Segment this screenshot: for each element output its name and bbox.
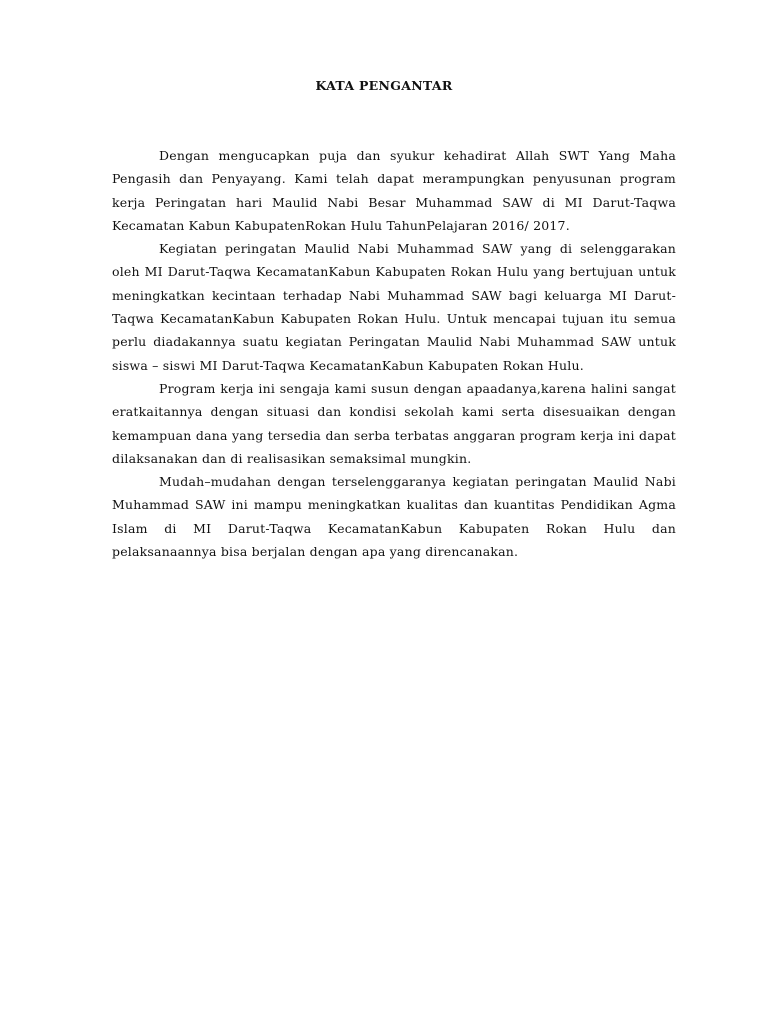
paragraph-3: Program kerja ini sengaja kami susun dengan apaadanya,karena halini sangat eratkaitannya dengan situasi dan kondisi sekolah kami serta disesuaikan dengan kemampuan dana yang tersedia dan serba terbatas anggaran program kerja ini dapat dilaksanakan dan di realisasikan semaksimal mungkin. [112, 380, 676, 466]
paragraph-4: Mudah–mudahan dengan terselenggaranya kegiatan peringatan Maulid Nabi Muhammad SAW ini mampu meningkatkan kualitas dan kuantitas Pendidikan Agma Islam di MI Darut-Taqwa KecamatanKabun Kabupaten Rokan Hulu dan pelaksanaannya bisa berjalan dengan apa yang direncanakan. [112, 474, 676, 560]
paragraph-1: Dengan mengucapkan puja dan syukur kehadirat Allah SWT Yang Maha Pengasih dan Penyayang. Kami telah dapat merampungkan penyusunan program kerja Peringatan hari Maulid Nabi Besar Muhammad SAW di MI Darut-Taqwa Kecamatan Kabun KabupatenRokan Hulu TahunPelajaran 2016/ 2017. [112, 148, 676, 233]
paragraph-2: Kegiatan peringatan Maulid Nabi Muhammad SAW yang di selenggarakan oleh MI Darut-Taqwa KecamatanKabun Kabupaten Rokan Hulu yang bertujuan untuk meningkatkan kecintaan terhadap Nabi Muhammad SAW bagi keluarga MI Darut-Taqwa KecamatanKabun Kabupaten Rokan Hulu. Untuk mencapai tujuan itu semua perlu diadakannya suatu kegiatan Peringatan Maulid Nabi Muhammad SAW untuk siswa – siswi MI Darut-Taqwa KecamatanKabun Kabupaten Rokan Hulu. [112, 241, 676, 373]
document-body [112, 144, 676, 563]
page-title: KATA PENGANTAR [315, 78, 453, 93]
